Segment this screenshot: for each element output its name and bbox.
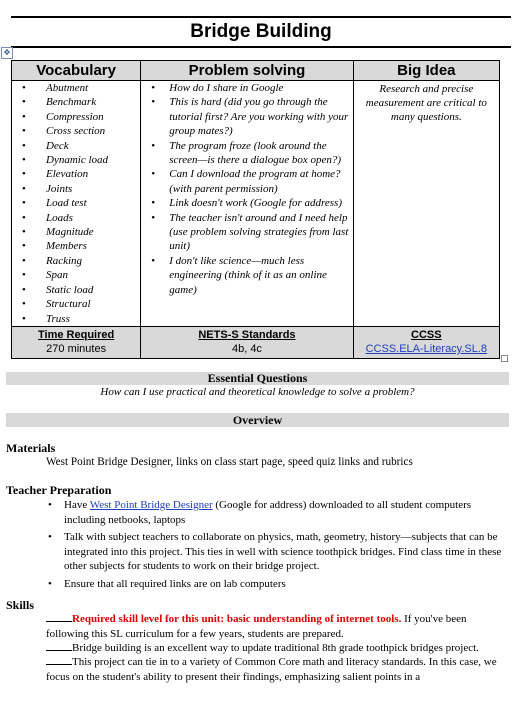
big-idea-text: Research and precise measurement are critical to many questions. (365, 83, 487, 123)
page-title: Bridge Building (11, 16, 511, 48)
list-item: • Abutment (20, 81, 140, 95)
list-item: • Load test (20, 196, 140, 210)
essential-question-text: How can I use practical and theoretical knowledge to solve a problem? (100, 386, 415, 398)
time-required-cell (12, 326, 141, 358)
teacher-preparation-list (48, 498, 510, 594)
list-item: • Members (20, 239, 140, 253)
nets-standards-value: 4b, 4c (231, 342, 262, 355)
list-item: • Compression (20, 110, 140, 124)
materials-heading: Materials (6, 441, 56, 455)
table-resize-handle[interactable] (501, 355, 508, 362)
list-item: • Talk with subject teachers to collaborate on physics, math, geometry, history—subjects that can be integrated into this project. This ties in well with science toothpick bridges. Find class time in these other subjects for students to work on their bridge project. (48, 530, 510, 574)
required-skill-text: Required skill level for this unit: basic understanding of internet tools. (72, 613, 402, 625)
list-item: • Joints (20, 182, 140, 196)
list-item: • Magnitude (20, 225, 140, 239)
essential-questions-heading: Essential Questions (6, 372, 509, 385)
list-item: • Deck (20, 139, 140, 153)
nets-standards-label: NETS-S Standards (198, 328, 296, 341)
list-item (48, 498, 510, 527)
list-item: • Racking (20, 254, 140, 268)
problem-solving-header: Problem solving (141, 61, 353, 81)
nets-standards-cell (141, 326, 353, 358)
vocabulary-list (12, 81, 140, 326)
fill-in-blank (46, 641, 72, 651)
skill-line (46, 655, 510, 684)
skills-heading: Skills (6, 598, 35, 612)
problem-solving-cell (141, 81, 353, 327)
list-item: • The teacher isn't around and I need help (use problem solving strategies from last unit) (149, 211, 352, 254)
overview-heading: Overview (6, 413, 509, 427)
list-item: • Structural (20, 297, 140, 311)
list-item: • Span (20, 268, 140, 282)
skill-text: Bridge building is an excellent way to update traditional 8th grade toothpick bridges project. (72, 642, 479, 654)
prep-item-text: (Google for address) downloaded to all student computers including netbooks, laptops (64, 499, 472, 526)
skill-line (46, 641, 510, 656)
list-item: • How do I share in Google (149, 81, 352, 95)
fill-in-blank (46, 612, 72, 622)
list-item: • Dynamic load (20, 153, 140, 167)
time-required-value: 270 minutes (46, 342, 107, 355)
list-item: • Link doesn't work (Google for address) (149, 196, 352, 210)
unit-summary-table (11, 60, 500, 359)
list-item: • Loads (20, 211, 140, 225)
ccss-link[interactable]: CCSS.ELA-Literacy.SL.8 (365, 342, 488, 355)
big-idea-cell (353, 81, 499, 327)
west-point-bridge-designer-link[interactable]: West Point Bridge Designer (89, 499, 213, 511)
skill-text: If you've been following this SL curriculum for a few years, students are prepared. (46, 613, 467, 640)
ccss-cell (353, 326, 499, 358)
list-item: • Cross section (20, 124, 140, 138)
ccss-label: CCSS (411, 328, 442, 341)
list-item: • This is hard (did you go through the tutorial first? Are you working with your group mates?) (149, 95, 352, 138)
list-item: • I don't like science—much less engineering (think of it as an online game) (149, 254, 352, 297)
materials-text: West Point Bridge Designer, links on class start page, speed quiz links and rubrics (46, 456, 413, 468)
fill-in-blank (46, 655, 72, 665)
list-item: • Ensure that all required links are on lab computers (48, 577, 510, 592)
list-item: • Truss (20, 312, 140, 326)
teacher-preparation-heading: Teacher Preparation (6, 483, 112, 497)
skill-text: This project can tie in to a variety of Common Core math and literacy standards. In this case, we focus on the student's ability to present their findings, emphasizing salient points in a (46, 656, 497, 683)
problem-solving-list (141, 81, 352, 297)
time-required-label: Time Required (38, 328, 115, 341)
prep-item-text: Have (64, 499, 90, 511)
list-item: • Can I download the program at home? (with parent permission) (149, 167, 352, 196)
skill-line (46, 612, 510, 641)
list-item: • Elevation (20, 167, 140, 181)
big-idea-header: Big Idea (353, 61, 499, 81)
list-item: • Static load (20, 283, 140, 297)
vocabulary-cell (12, 81, 141, 327)
table-move-handle-icon[interactable]: ✥ (1, 47, 13, 59)
vocabulary-header: Vocabulary (12, 61, 141, 81)
list-item: • Benchmark (20, 95, 140, 109)
list-item: • The program froze (look around the screen—is there a dialogue box open?) (149, 139, 352, 168)
